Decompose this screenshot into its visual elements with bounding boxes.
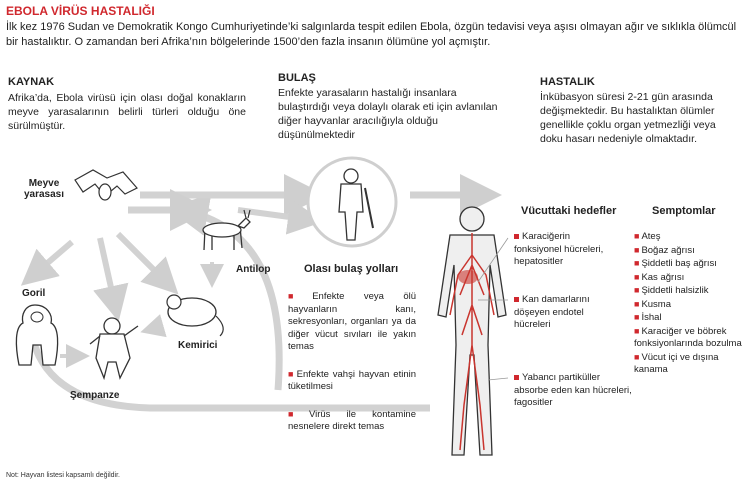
symptom-item: ■ Kusma <box>634 298 672 310</box>
symptoms-heading: Semptomlar <box>652 205 716 217</box>
rodent-label: Kemirici <box>178 340 218 351</box>
rodent-chimp-arrow <box>148 326 162 330</box>
transmission-text: Enfekte yarasaların hastalığı insanlara bulaştırdığı veya dolaylı olarak eti için avlanılan diğer hayvanlar aracılığıyla olduğu düşünülmektedir <box>278 87 498 141</box>
bullet-icon <box>514 234 519 239</box>
footnote: Not: Hayvan listesi kapsamlı değildir. <box>6 472 120 479</box>
intro-text: İlk kez 1976 Sudan ve Demokratik Kongo Cumhuriyetinde’ki salgınlarda tespit edilen Ebola, özgün tedavisi veya aşısı olmayan ağır ve sıklıkla ölümcül bir hastalıktır. O zamandan beri Afrika’nın bölgelerinde 1500’den fazla insanın ölümüne yol açmıştır. <box>6 21 737 48</box>
route-item: ■ Enfekte veya ölü hayvanların kanı, sekresyonları, organları ya da diğer vücut sıvıları ile yakın temas <box>288 291 416 352</box>
bullet-icon: ■ <box>288 368 295 379</box>
symptom-item: ■ İshal <box>634 312 662 323</box>
bullet-icon: ■ <box>634 285 640 295</box>
symptom-item: ■ Boğaz ağrısı <box>634 244 695 256</box>
bullet-icon: ■ <box>634 258 640 268</box>
bullet-icon: ■ <box>288 408 307 419</box>
human-body-icon <box>438 207 506 455</box>
chimpanzee-icon <box>90 318 138 378</box>
symptom-item: ■ Kas ağrısı <box>634 271 685 283</box>
route-item: ■ Virüs ile kontamine nesnelere direkt temas <box>288 408 417 432</box>
target-item: Kan damarlarını döşeyen endotel hücreleri <box>514 294 590 330</box>
bullet-icon <box>514 375 519 380</box>
bullet-icon: ■ <box>634 244 640 255</box>
bat-to-chimp-arrow <box>100 238 116 310</box>
bullet-icon: ■ <box>634 271 640 282</box>
target-item: Yabancı partiküller absorbe eden kan hücreleri, fagositler <box>514 372 632 408</box>
symptom-item: ■ Şiddetli halsizlik <box>634 285 709 296</box>
targets-heading: Vücuttaki hedefler <box>521 205 617 217</box>
bat-to-gorilla-arrow <box>30 242 72 278</box>
bullet-icon: ■ <box>634 312 640 322</box>
bullet-icon: ■ <box>288 291 311 301</box>
rodent-icon <box>167 295 223 336</box>
bullet-icon <box>514 297 519 302</box>
symptoms-list <box>634 230 746 377</box>
bat-label: Meyve yarasası <box>23 178 65 200</box>
routes-list <box>288 290 416 434</box>
chimpanzee-label: Şempanze <box>70 390 120 401</box>
bullet-icon: ■ <box>634 298 640 309</box>
bat-icon <box>75 170 137 200</box>
symptom-item: ■ Karaciğer ve böbrek fonksiyonlarında bozulma <box>634 325 742 349</box>
page-title: EBOLA VİRÜS HASTALIĞI <box>6 4 155 18</box>
gorilla-label: Goril <box>22 288 46 299</box>
source-text: Afrika’da, Ebola virüsü için olası doğal konakların meyve yarasalarının belirli türleri olduğu öne sürülmüştür. <box>8 92 246 132</box>
bullet-icon: ■ <box>634 325 640 336</box>
bullet-icon: ■ <box>634 231 640 241</box>
bat-to-rodent-arrow <box>118 234 170 286</box>
antelope-label: Antilop <box>236 264 271 275</box>
source-heading: KAYNAK <box>8 76 55 88</box>
bullet-icon: ■ <box>634 351 640 362</box>
target-item: Karaciğerin fonksiyonel hücreleri, hepatositler <box>514 231 604 267</box>
symptom-item: ■ Şiddetli baş ağrısı <box>634 258 717 269</box>
route-item: ■ Enfekte vahşi hayvan etinin tüketilmesi <box>288 368 417 392</box>
disease-text: İnkübasyon süresi 2-21 gün arasında değişmektedir. Bu hastalıktan ölümler genellikle çoklu organ yetmezliği veya doku hasarı nedeniyle olmaktadır. <box>540 91 716 145</box>
routes-heading: Olası bulaş yolları <box>304 263 399 275</box>
transmission-heading: BULAŞ <box>278 72 316 84</box>
symptom-item: ■ Ateş <box>634 231 661 242</box>
symptom-item: ■ Vücut içi ve dışına kanama <box>634 351 719 375</box>
disease-heading: HASTALIK <box>540 76 595 88</box>
